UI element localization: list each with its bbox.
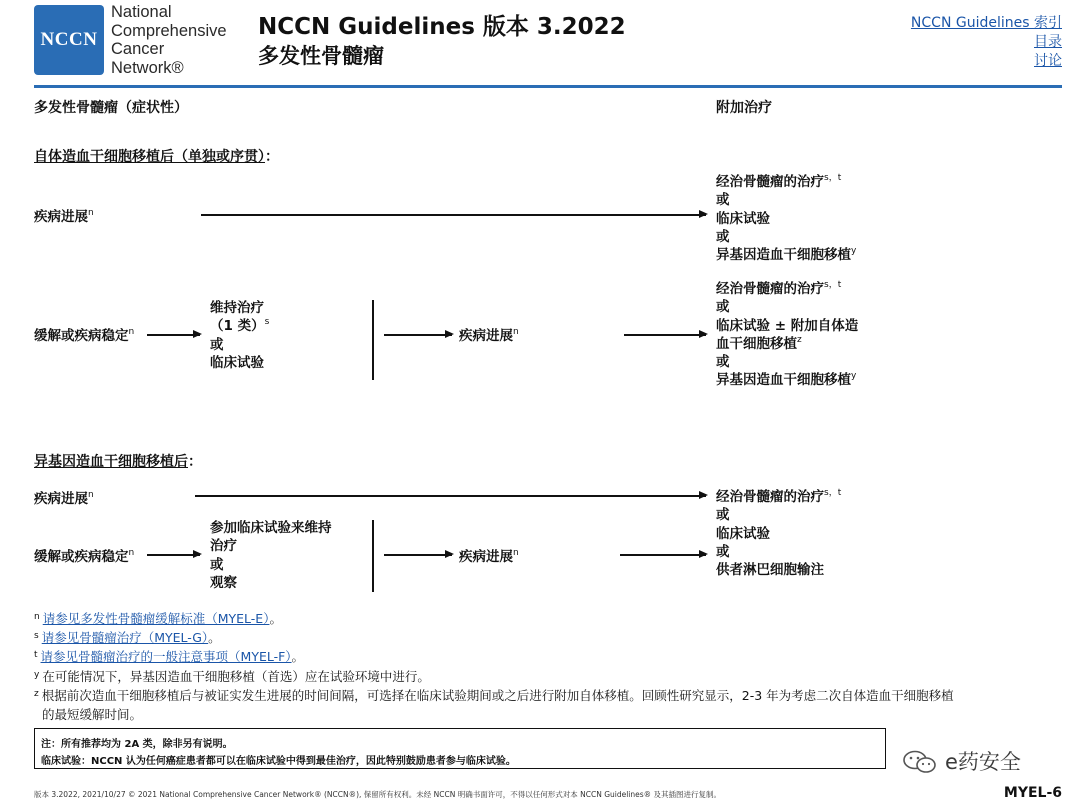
s1-row2-bracket bbox=[372, 300, 374, 380]
page-id: MYEL-6 bbox=[1003, 785, 1062, 801]
wechat-icon bbox=[903, 750, 937, 772]
footnote-link-myel-f[interactable]: 请参见骨髓瘤治疗的一般注意事项（MYEL-F） bbox=[40, 649, 292, 664]
footnote-s: $^s$ 请参见骨髓瘤治疗（MYEL-G）。 bbox=[34, 630, 221, 645]
s1-progression-label: 疾病进展$^n$ bbox=[34, 208, 94, 225]
nav-link-discussion[interactable]: 讨论 bbox=[1034, 53, 1062, 69]
note-line-category: 注：所有推荐均为 2A 类，除非另有说明。 bbox=[41, 739, 233, 750]
s1-row2-options: 维持治疗 （1 类）$^s$ 或 临床试验 bbox=[210, 300, 270, 371]
s1-row2-arrow-b bbox=[384, 334, 452, 336]
footnote-link-myel-g[interactable]: 请参见骨髓瘤治疗（MYEL-G） bbox=[41, 630, 209, 645]
s2-outcomes: 经治骨髓瘤的治疗$^{s,t}$ 或 临床试验 或 供者淋巴细胞输注 bbox=[716, 488, 842, 579]
note-line-trials: 临床试验：NCCN 认为任何癌症患者都可以在临床试验中得到最佳治疗，因此特别鼓励患者参与临床试验。 bbox=[41, 756, 516, 767]
footnote-z-continued: 的最短缓解时间。 bbox=[42, 707, 143, 722]
header-divider bbox=[34, 85, 1062, 88]
s2-row1-arrow bbox=[195, 495, 706, 497]
s1-row2-progression: 疾病进展$^n$ bbox=[459, 327, 519, 344]
page-title: NCCN Guidelines 版本 3.2022 bbox=[258, 14, 626, 40]
column-header-right: 附加治疗 bbox=[716, 100, 772, 116]
s1-row2-arrow-a bbox=[147, 334, 200, 336]
s2-row2-arrow-b bbox=[384, 554, 452, 556]
watermark-text: e药安全 bbox=[945, 750, 1021, 774]
note-box bbox=[34, 728, 886, 769]
watermark bbox=[903, 746, 1021, 776]
section-title-auto: 自体造血干细胞移植后（单独或序贯）： bbox=[34, 149, 279, 165]
s2-row2-arrow-a bbox=[147, 554, 200, 556]
column-header-left: 多发性骨髓瘤（症状性） bbox=[34, 100, 188, 116]
footnote-t: $^t$ 请参见骨髓瘤治疗的一般注意事项（MYEL-F）。 bbox=[34, 649, 305, 664]
s1-row1-arrow bbox=[201, 214, 706, 216]
org-name: National Comprehensive Cancer Network® bbox=[111, 3, 227, 77]
s2-row2-options: 参加临床试验来维持 治疗 或 观察 bbox=[210, 520, 332, 591]
s1-row1-outcomes: 经治骨髓瘤的治疗$^{s,t}$ 或 临床试验 或 异基因造血干细胞移植$^y$ bbox=[716, 173, 857, 264]
nav-link-index[interactable]: NCCN Guidelines 索引 bbox=[910, 15, 1062, 31]
page-subtitle: 多发性骨髓瘤 bbox=[258, 44, 384, 68]
copyright-footer: 版本 3.2022, 2021/10/27 © 2021 National Comprehensive Cancer Network® (NCCN®), 保留所有权利。未经 NCCN 明确书面许可，不得以任何形式对本 NCCN Guidelines® 及其插图进行复制。 bbox=[34, 790, 722, 799]
s2-row2-bracket bbox=[372, 520, 374, 592]
s1-row2-outcomes: 经治骨髓瘤的治疗$^{s,t}$ 或 临床试验 ± 附加自体造 血干细胞移植$^z$ 或 异基因造血干细胞移植$^y$ bbox=[716, 280, 859, 389]
footnote-n: $^n$ 请参见多发性骨髓瘤缓解标准（MYEL-E）。 bbox=[34, 611, 282, 626]
nav-link-toc[interactable]: 目录 bbox=[1034, 34, 1062, 50]
s2-remission-label: 缓解或疾病稳定$^n$ bbox=[34, 548, 135, 565]
s2-row2-arrow-c bbox=[620, 554, 706, 556]
s1-remission-label: 缓解或疾病稳定$^n$ bbox=[34, 327, 135, 344]
nccn-logo: NCCN bbox=[34, 5, 104, 75]
section-title-allo: 异基因造血干细胞移植后： bbox=[34, 454, 202, 470]
s2-progression-label: 疾病进展$^n$ bbox=[34, 490, 94, 507]
footnote-y: $^y$ 在可能情况下，异基因造血干细胞移植（首选）应在试验环境中进行。 bbox=[34, 669, 430, 684]
footnote-link-myel-e[interactable]: 请参见多发性骨髓瘤缓解标准（MYEL-E） bbox=[42, 611, 270, 626]
s1-row2-arrow-c bbox=[624, 334, 706, 336]
s2-row2-progression: 疾病进展$^n$ bbox=[459, 548, 519, 565]
footnote-z: $^z$ 根据前次造血干细胞移植后与被证实发生进展的时间间隔，可选择在临床试验期间或之后进行附加自体移植。回顾性研究显示，2-3 年为考虑二次自体造血干细胞移植 bbox=[34, 688, 954, 703]
